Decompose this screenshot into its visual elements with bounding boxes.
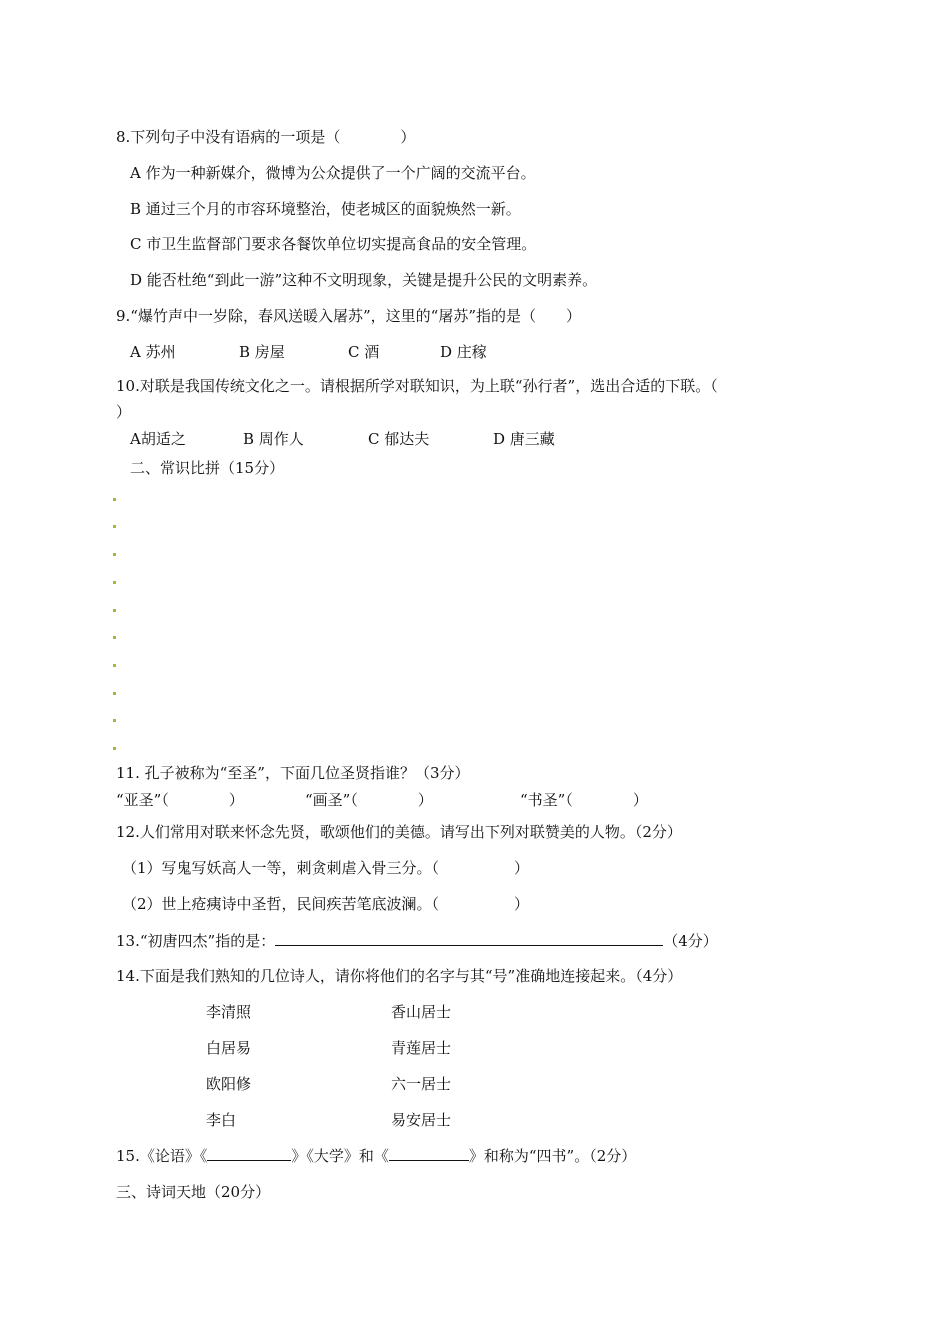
paragraph-mark (113, 692, 116, 695)
q11-item-huasheng[interactable]: “画圣”（ ） (305, 791, 433, 809)
q14-title-3[interactable]: 六一居士 (391, 1075, 452, 1093)
q9-option-d[interactable]: D 庄稼 (440, 343, 487, 361)
q13-stem: 13.“初唐四杰”指的是： (116, 932, 276, 950)
paragraph-mark (113, 581, 116, 584)
q11-item-shusheng[interactable]: “书圣”（ ） (520, 791, 648, 809)
q11-stem: 11. 孔子被称为“至圣”，下面几位圣贤指谁？（3分） (116, 764, 470, 782)
q14-poet-4[interactable]: 李白 (206, 1111, 237, 1129)
q8-option-d[interactable]: D 能否杜绝“到此一游”这种不文明现象，关键是提升公民的文明素养。 (130, 271, 598, 289)
q9-option-c[interactable]: C 酒 (348, 343, 380, 361)
q9-stem: 9.“爆竹声中一岁除，春风送暖入屠苏”，这里的“屠苏”指的是（ ） (116, 307, 581, 325)
paragraph-mark (113, 664, 116, 667)
paragraph-mark (113, 498, 116, 501)
q10-option-c[interactable]: C 郁达夫 (368, 430, 430, 448)
q8-option-a[interactable]: A 作为一种新媒介，微博为公众提供了一个广阔的交流平台。 (130, 164, 536, 182)
q14-poet-1[interactable]: 李清照 (206, 1003, 252, 1021)
q15-blank-1[interactable] (207, 1145, 291, 1161)
q9-option-b[interactable]: B 房屋 (239, 343, 285, 361)
q8-stem: 8.下列句子中没有语病的一项是（ ） (116, 128, 416, 146)
q14-title-2[interactable]: 青莲居士 (391, 1039, 452, 1057)
q10-option-b[interactable]: B 周作人 (243, 430, 304, 448)
q10-stem: 10.对联是我国传统文化之一。请根据所学对联知识，为上联“孙行者”，选出合适的下联。（ (116, 377, 718, 395)
q15-part-3: 》和称为“四书”。（2分） (468, 1147, 637, 1165)
q15-part-2: 》《大学》和《 (291, 1147, 389, 1165)
q11-item-yasheng[interactable]: “亚圣”（ ） (116, 791, 244, 809)
q14-title-1[interactable]: 香山居士 (391, 1003, 452, 1021)
q14-title-4[interactable]: 易安居士 (391, 1111, 452, 1129)
q10-stem-cont: ） (116, 403, 132, 421)
q13-answer-blank[interactable] (275, 930, 663, 946)
q12-item-1[interactable]: （1）写鬼写妖高人一等，刺贪刺虐入骨三分。（ ） (122, 859, 530, 877)
q15-blank-2[interactable] (389, 1145, 469, 1161)
q12-item-2[interactable]: （2）世上疮痍诗中圣哲，民间疾苦笔底波澜。（ ） (122, 895, 530, 913)
q13-score: （4分） (663, 932, 718, 950)
section-2-title: 二、常识比拼（15分） (130, 459, 285, 477)
q8-option-c[interactable]: C 市卫生监督部门要求各餐饮单位切实提高食品的安全管理。 (130, 235, 537, 253)
paragraph-mark (113, 747, 116, 750)
q9-option-a[interactable]: A 苏州 (130, 343, 176, 361)
paragraph-mark (113, 636, 116, 639)
paragraph-mark (113, 719, 116, 722)
q8-option-b[interactable]: B 通过三个月的市容环境整治，使老城区的面貌焕然一新。 (130, 200, 521, 218)
q15-part-1: 15.《论语》《 (116, 1147, 208, 1165)
section-3-title: 三、诗词天地（20分） (116, 1183, 271, 1201)
q10-option-a[interactable]: A胡适之 (130, 430, 186, 448)
q15-line (116, 1145, 636, 1166)
q14-stem: 14.下面是我们熟知的几位诗人，请你将他们的名字与其“号”准确地连接起来。（4分） (116, 967, 683, 985)
paragraph-mark (113, 553, 116, 556)
q13-line (116, 930, 718, 951)
q12-stem: 12.人们常用对联来怀念先贤，歌颂他们的美德。请写出下列对联赞美的人物。（2分） (116, 823, 682, 841)
paragraph-mark (113, 525, 116, 528)
q10-option-d[interactable]: D 唐三藏 (493, 430, 555, 448)
q14-poet-2[interactable]: 白居易 (206, 1039, 252, 1057)
paragraph-mark (113, 609, 116, 612)
q14-poet-3[interactable]: 欧阳修 (206, 1075, 252, 1093)
